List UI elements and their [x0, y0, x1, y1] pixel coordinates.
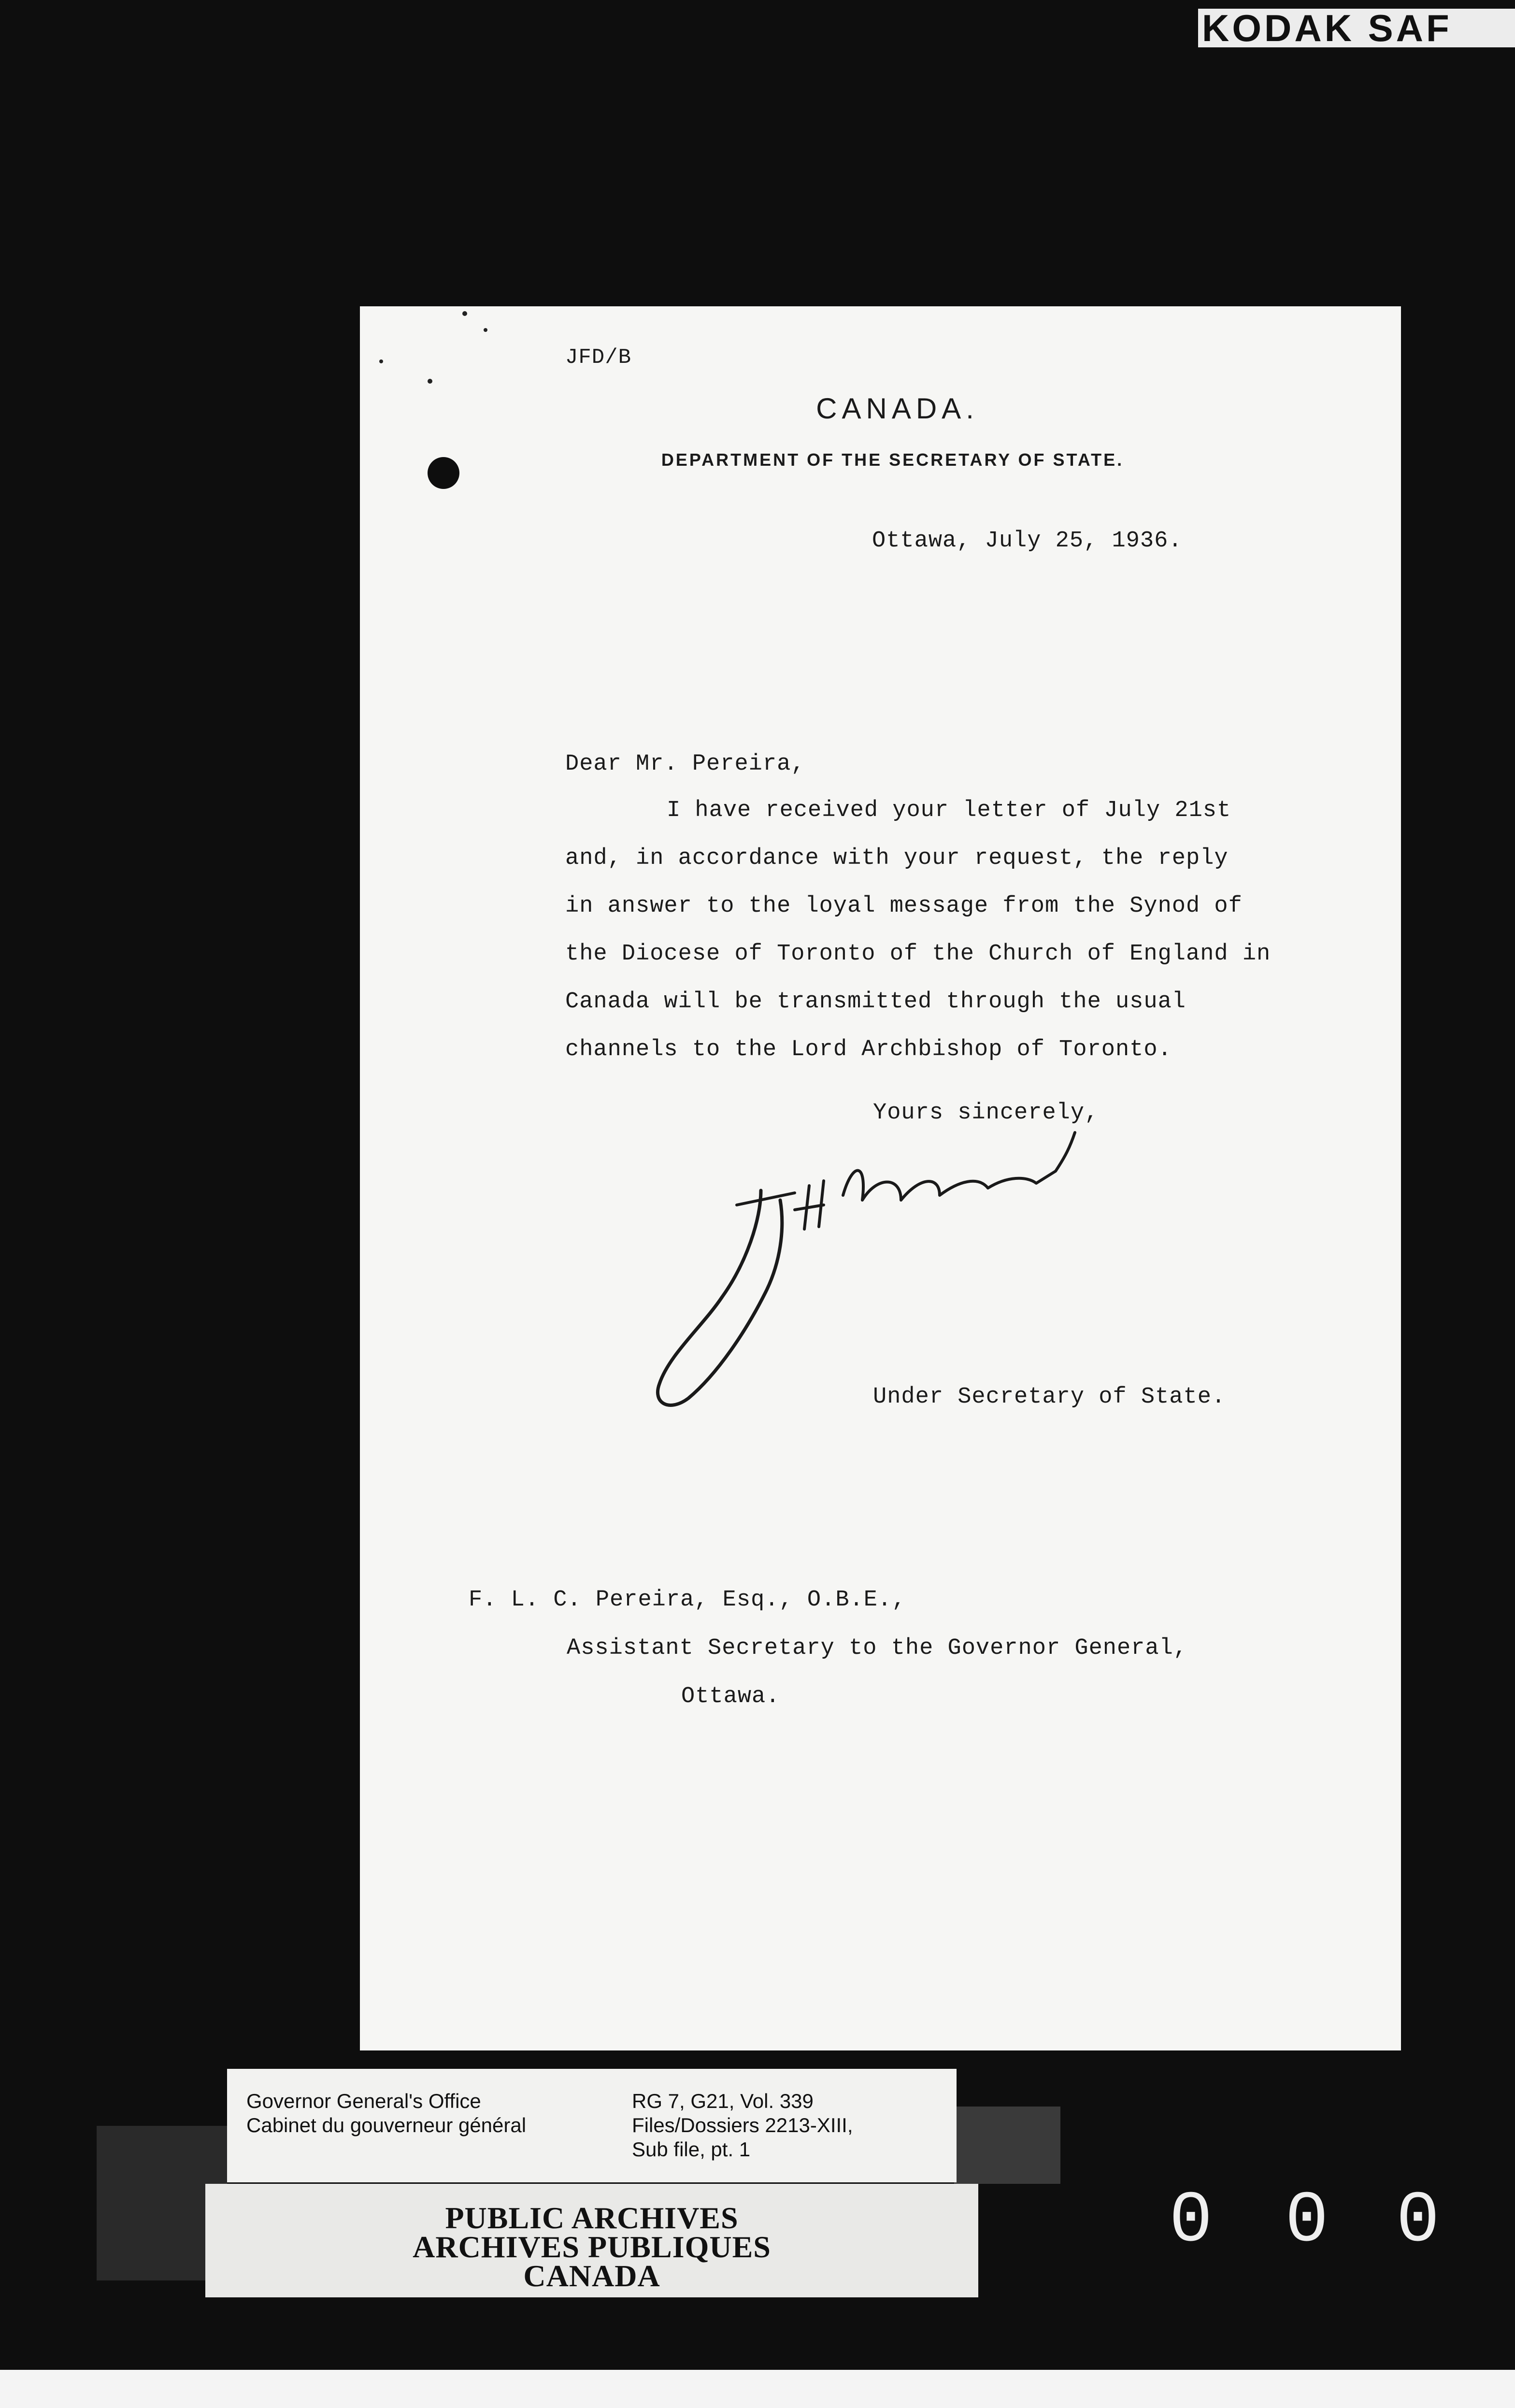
recipient-name: F. L. C. Pereira, Esq., O.B.E., — [469, 1587, 906, 1613]
signer-title: Under Secretary of State. — [873, 1384, 1226, 1410]
archives-fr: ARCHIVES PUBLIQUES — [413, 2230, 771, 2264]
sub-file: Sub file, pt. 1 — [632, 2138, 751, 2161]
archives-en: PUBLIC ARCHIVES — [445, 2201, 739, 2235]
closing: Yours sincerely, — [873, 1100, 1099, 1126]
body-line: and, in accordance with your request, the reply — [565, 846, 1229, 871]
frame-counter-digit: 0 — [1396, 2180, 1440, 2263]
film-stock-label: KODAK SAF — [1198, 9, 1515, 47]
letterhead-department: DEPARTMENT OF THE SECRETARY OF STATE. — [661, 450, 1124, 470]
frame-counter-digit: 0 — [1285, 2180, 1329, 2263]
frame-counter-digit: 0 — [1169, 2180, 1213, 2263]
body-line: Canada will be transmitted through the usual — [565, 989, 1186, 1015]
label-shadow-right — [954, 2107, 1060, 2184]
recipient-city: Ottawa. — [681, 1684, 780, 1709]
speck — [484, 328, 487, 332]
letterhead-country: CANADA. — [816, 392, 979, 425]
office-en: Governor General's Office — [246, 2090, 481, 2112]
office-fr: Cabinet du gouverneur général — [246, 2114, 527, 2136]
body-line: the Diocese of Toronto of the Church of England in — [565, 941, 1271, 967]
speck — [428, 379, 432, 384]
speck — [379, 359, 383, 363]
record-group: RG 7, G21, Vol. 339 — [632, 2090, 814, 2112]
recipient-title: Assistant Secretary to the Governor General, — [567, 1635, 1188, 1661]
letter-page — [360, 306, 1401, 2050]
letter-date: Ottawa, July 25, 1936. — [872, 528, 1183, 554]
salutation: Dear Mr. Pereira, — [565, 751, 805, 777]
speck — [462, 311, 467, 316]
letter-reference: JFD/B — [565, 345, 632, 370]
body-line: channels to the Lord Archbishop of Toronto. — [565, 1037, 1172, 1062]
film-edge — [0, 2370, 1515, 2408]
body-line: I have received your letter of July 21st — [667, 798, 1231, 823]
file-numbers: Files/Dossiers 2213-XIII, — [632, 2114, 853, 2136]
body-line: in answer to the loyal message from the Synod of — [565, 893, 1243, 919]
archive-file-label — [227, 2069, 957, 2182]
archives-stamp-label — [205, 2184, 978, 2297]
archives-country: CANADA — [523, 2259, 660, 2293]
